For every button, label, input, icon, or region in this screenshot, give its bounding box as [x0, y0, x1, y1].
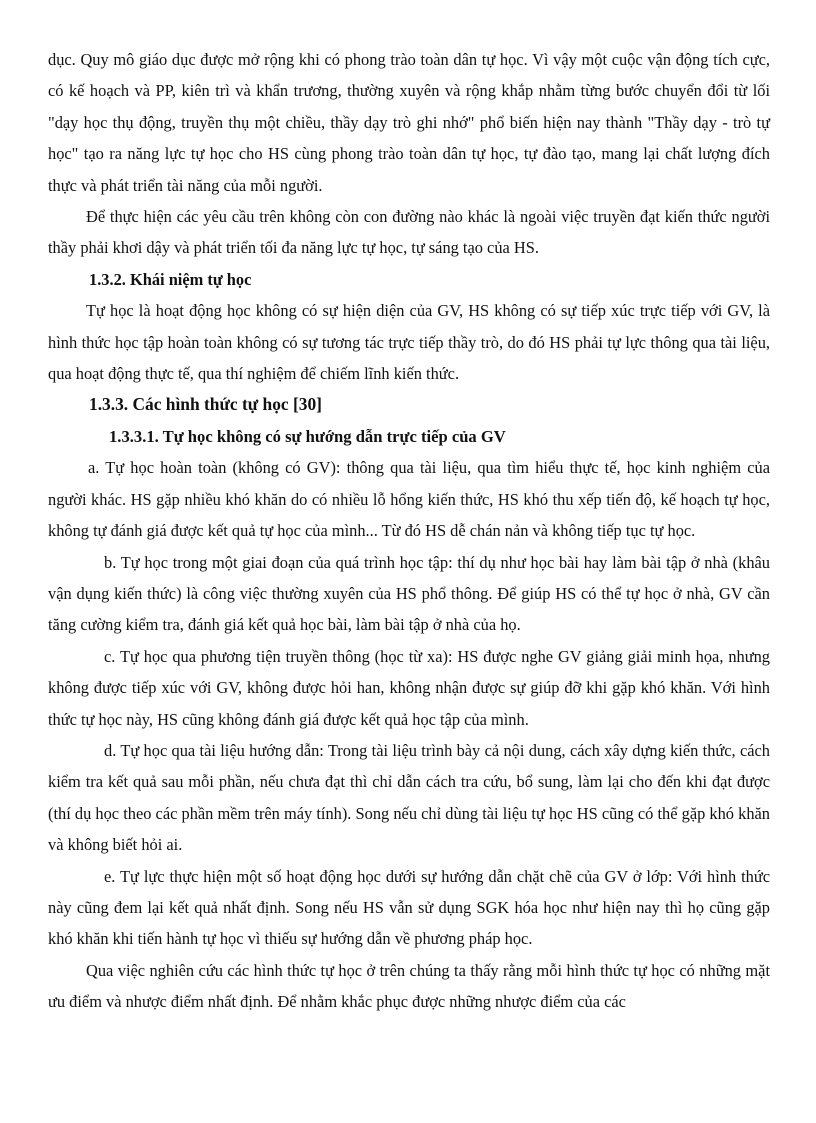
paragraph-item-d: d. Tự học qua tài liệu hướng dẫn: Trong tài liệu trình bày cả nội dung, cách xây dựng kiến thức, cách kiểm tra kết quả sau mỗi phần, nếu chưa đạt thì chỉ dẫn cách tra cứu, bổ sung, làm lại cho đến khi đạt được (thí dụ học theo các phần mềm trên máy tính). Song nếu chỉ dùng tài liệu tự học HS cũng có thể gặp khó khăn và không biết hỏi ai.	[48, 740, 770, 855]
paragraph-intro: dục. Quy mô giáo dục được mở rộng khi có phong trào toàn dân tự học. Vì vậy một cuộc vận động tích cực, có kế hoạch và PP, kiên trì và khẩn trương, thường xuyên và rộng khắp nhằm từng bước chuyển đổi từ lối "dạy học thụ động, truyền thụ một chiều, thầy dạy trò ghi nhớ" phổ biến hiện nay thành "Thầy dạy - trò tự học" tạo ra năng lực tự học cho HS cùng phong trào toàn dân tự học, tự đào tạo, mang lại chất lượng đích thực và phát triển tài năng của mỗi người.	[48, 50, 770, 195]
document-page	[48, 44, 770, 1018]
heading-1-3-3-1: 1.3.3.1. Tự học không có sự hướng dẫn trực tiếp của GV	[109, 426, 506, 446]
paragraph-self-study-definition: Tự học là hoạt động học không có sự hiện diện của GV, HS không có sự tiếp xúc trực tiếp với GV, là hình thức học tập hoàn toàn không có sự tương tác trực tiếp thầy trò, do đó HS phải tự lực thông qua tài liệu, qua hoạt động thực tế, qua thí nghiệm để chiếm lĩnh kiến thức.	[48, 301, 770, 384]
paragraph-requirements: Để thực hiện các yêu cầu trên không còn con đường nào khác là ngoài việc truyền đạt kiến thức người thầy phải khơi dậy và phát triển tối đa năng lực tự học, tự sáng tạo của HS.	[48, 207, 770, 258]
paragraph-item-b: b. Tự học trong một giai đoạn của quá trình học tập: thí dụ như học bài hay làm bài tập ở nhà (khâu vận dụng kiến thức) là công việc thường xuyên của HS phổ thông. Để giúp HS có thể tự học ở nhà, GV cần tăng cường kiểm tra, đánh giá kết quả học bài, làm bài tập ở nhà của họ.	[48, 552, 770, 635]
heading-1-3-3: 1.3.3. Các hình thức tự học [30]	[89, 394, 322, 415]
paragraph-conclusion: Qua việc nghiên cứu các hình thức tự học ở trên chúng ta thấy rằng mỗi hình thức tự học có những mặt ưu điểm và nhược điểm nhất định. Để nhằm khắc phục được những nhược điểm của các	[48, 960, 770, 1012]
heading-1-3-2: 1.3.2. Khái niệm tự học	[89, 269, 252, 289]
paragraph-item-c: c. Tự học qua phương tiện truyền thông (học từ xa): HS được nghe GV giảng giải minh họa, nhưng không được tiếp xúc với GV, không được hỏi han, không nhận được sự giúp đỡ khi gặp khó khăn. Với hình thức tự học này, HS cũng không đánh giá được kết quả học tập của mình.	[48, 646, 770, 729]
paragraph-item-e: e. Tự lực thực hiện một số hoạt động học dưới sự hướng dẫn chặt chẽ của GV ở lớp: Với hình thức này cũng đem lại kết quả nhất định. Song nếu HS vẫn sử dụng SGK hóa học như hiện nay thì họ cũng gặp khó khăn khi tiến hành tự học vì thiếu sự hướng dẫn về phương pháp học.	[48, 866, 770, 949]
paragraph-item-a: a. Tự học hoàn toàn (không có GV): thông qua tài liệu, qua tìm hiểu thực tế, học kinh nghiệm của người khác. HS gặp nhiều khó khăn do có nhiều lỗ hổng kiến thức, HS khó thu xếp tiến độ, kế hoạch tự học, không tự đánh giá được kết quả tự học của mình... Từ đó HS dễ chán nản và không tiếp tục tự học.	[48, 458, 770, 541]
